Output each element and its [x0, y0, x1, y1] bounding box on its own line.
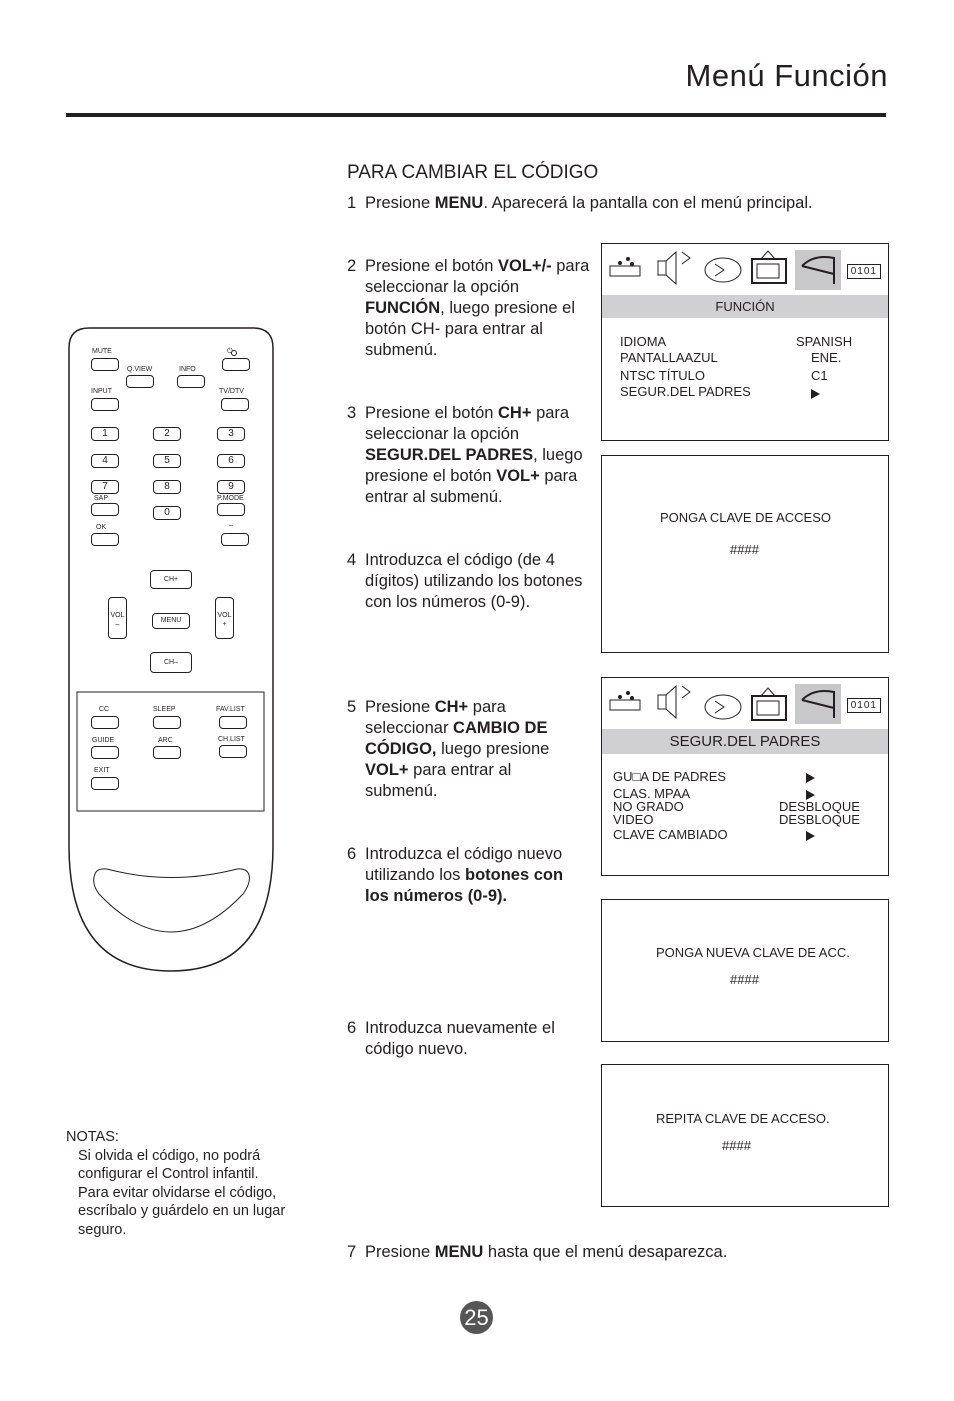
pin-prompt: PONGA NUEVA CLAVE DE ACC. — [656, 945, 850, 960]
menu-item-value: ENE. — [811, 350, 842, 365]
digit-7-button[interactable]: 7 — [91, 480, 119, 494]
menu-item-label: SEGUR.DEL PADRES — [620, 384, 751, 399]
submenu-arrow-icon — [806, 771, 815, 786]
page-title: Menú Función — [685, 58, 888, 93]
osd-bar-title: FUNCIÓN — [602, 295, 888, 318]
dash-label: – — [229, 522, 233, 529]
submenu-arrow-icon — [806, 829, 815, 844]
exit-label: EXIT — [94, 767, 110, 774]
step-3: 3 Presione el botón CH+ para seleccionar la opción SEGUR.DEL PADRES, luego presione el botón VOL+ para entrar al submenú. — [347, 404, 583, 506]
pin-prompt: PONGA CLAVE DE ACCESO — [660, 510, 831, 525]
power-button[interactable] — [222, 358, 250, 371]
pin-mask: #### — [730, 972, 759, 987]
digit-0-button[interactable]: 0 — [153, 506, 181, 520]
submenu-arrow-icon — [811, 387, 820, 402]
new-pin-entry-box — [601, 899, 889, 1042]
digit-8-button[interactable]: 8 — [153, 480, 181, 494]
cc-button[interactable] — [91, 716, 119, 729]
power-icon: ⏻ — [227, 348, 233, 355]
menu-icon-strip — [602, 678, 888, 724]
pin-mask: #### — [730, 542, 759, 557]
step-6b: 6 Introduzca nuevamente el código nuevo. — [347, 1019, 555, 1058]
chlist-button[interactable] — [219, 745, 247, 758]
clock-icon — [705, 695, 741, 719]
osd-parental-menu — [601, 677, 889, 876]
picture-icon — [610, 691, 640, 710]
pin-prompt: REPITA CLAVE DE ACCESO. — [656, 1111, 830, 1126]
menu-item-label: IDIOMA — [620, 334, 667, 349]
notes-line: Si olvida el código, no podrá — [78, 1147, 261, 1164]
menu-item-label: CLAVE CAMBIADO — [613, 827, 728, 842]
chlist-label: CH.LIST — [218, 736, 245, 743]
notes-line: escríbalo y guárdelo en un lugar — [78, 1203, 286, 1219]
exit-button[interactable] — [91, 777, 119, 790]
sap-button[interactable] — [91, 503, 119, 516]
osd-function-menu — [601, 243, 889, 441]
clock-icon — [705, 258, 741, 282]
step-4: 4 Introduzca el código (de 4 dígitos) utilizando los botones con los números (0-9). — [347, 551, 583, 611]
cc-label: CC — [99, 706, 110, 713]
ch-up-button[interactable]: CH+ — [150, 570, 192, 589]
mute-button[interactable] — [91, 358, 119, 371]
pin-entry-box — [601, 455, 889, 653]
section-title: PARA CAMBIAR EL CÓDIGO — [347, 162, 599, 183]
sound-icon — [658, 686, 690, 718]
channel-code: 0101 — [847, 698, 881, 713]
tv-icon — [752, 251, 786, 283]
step-1: 1 Presione MENU. Aparecerá la pantalla con el menú principal. — [347, 194, 813, 212]
pin-mask: #### — [722, 1138, 751, 1153]
dash-button[interactable] — [221, 533, 249, 546]
menu-item-value: SPANISH — [796, 334, 853, 349]
notes — [66, 1128, 285, 1239]
sleep-button[interactable] — [153, 716, 181, 729]
page-number: 25 — [460, 1301, 493, 1334]
vol-down-button[interactable]: VOL – — [108, 597, 127, 639]
favlist-button[interactable] — [219, 716, 247, 729]
notes-line: seguro. — [78, 1221, 127, 1238]
input-label: INPUT — [91, 388, 112, 395]
channel-code: 0101 — [847, 264, 881, 279]
tvdtv-button[interactable] — [221, 398, 249, 411]
step-5: 5 Presione CH+ para seleccionar CAMBIO DE CÓDIGO, luego presione VOL+ para entrar al submenú. — [347, 698, 550, 800]
menu-item-label: VIDEO — [613, 812, 654, 827]
picture-icon — [610, 257, 640, 276]
digit-2-button[interactable]: 2 — [153, 427, 181, 441]
info-button[interactable] — [177, 375, 205, 388]
arc-label: ARC — [158, 737, 173, 744]
repeat-pin-box — [601, 1064, 889, 1207]
notes-line: Para evitar olvidarse el código, — [78, 1184, 277, 1201]
header-rule — [66, 113, 886, 117]
osd-bar-title: SEGUR.DEL PADRES — [602, 729, 888, 754]
ch-down-button[interactable]: CH– — [150, 652, 192, 673]
menu-item-label: NTSC TÍTULO — [620, 368, 705, 383]
menu-item-value: DESBLOQUE — [779, 812, 860, 827]
guide-label: GUIDE — [92, 737, 115, 744]
qview-label: Q.VIEW — [127, 366, 153, 373]
vol-up-button[interactable]: VOL + — [215, 597, 234, 639]
guide-button[interactable] — [91, 746, 119, 759]
step-7: 7 Presione MENU hasta que el menú desaparezca. — [347, 1243, 728, 1261]
pmode-label: P.MODE — [217, 495, 244, 502]
ok-button[interactable] — [91, 533, 119, 546]
remote-control — [67, 326, 275, 972]
step-2: 2 Presione el botón VOL+/- para seleccionar la opción FUNCIÓN, luego presione el botón CH- para entrar al submenú. — [347, 257, 590, 359]
menu-item-label: GU□A DE PADRES — [613, 769, 727, 784]
notes-line: configurar el Control infantil. — [78, 1166, 259, 1182]
digit-5-button[interactable]: 5 — [153, 454, 181, 468]
menu-item-label: NO GRADO — [613, 799, 684, 814]
menu-item-label: PANTALLAAZUL — [620, 350, 718, 365]
ok-label: OK — [96, 524, 107, 531]
notes-heading: NOTAS: — [66, 1129, 119, 1145]
digit-9-button[interactable]: 9 — [217, 480, 245, 494]
menu-button[interactable]: MENU — [152, 613, 190, 629]
step-6a: 6 Introduzca el código nuevo utilizando los botones con los números (0-9). — [347, 845, 564, 905]
arc-button[interactable] — [153, 746, 181, 759]
qview-button[interactable] — [126, 375, 154, 388]
pmode-button[interactable] — [217, 503, 245, 516]
digit-4-button[interactable]: 4 — [91, 454, 119, 468]
sap-label: SAP — [94, 495, 109, 502]
info-label: INFO — [179, 366, 196, 373]
digit-1-button[interactable]: 1 — [91, 427, 119, 441]
digit-3-button[interactable]: 3 — [217, 427, 245, 441]
favlist-label: FAV.LIST — [216, 706, 245, 713]
tv-icon — [752, 688, 786, 720]
menu-item-label: CLAS. MPAA — [613, 786, 691, 801]
sleep-label: SLEEP — [153, 706, 176, 713]
menu-item-value: DESBLOQUE — [779, 799, 860, 814]
sound-icon — [658, 252, 690, 284]
input-button[interactable] — [91, 398, 119, 411]
tvdtv-label: TV/DTV — [219, 388, 244, 395]
mute-label: MUTE — [92, 348, 112, 355]
menu-item-value: C1 — [811, 368, 828, 383]
digit-6-button[interactable]: 6 — [217, 454, 245, 468]
menu-icon-strip — [602, 244, 888, 290]
